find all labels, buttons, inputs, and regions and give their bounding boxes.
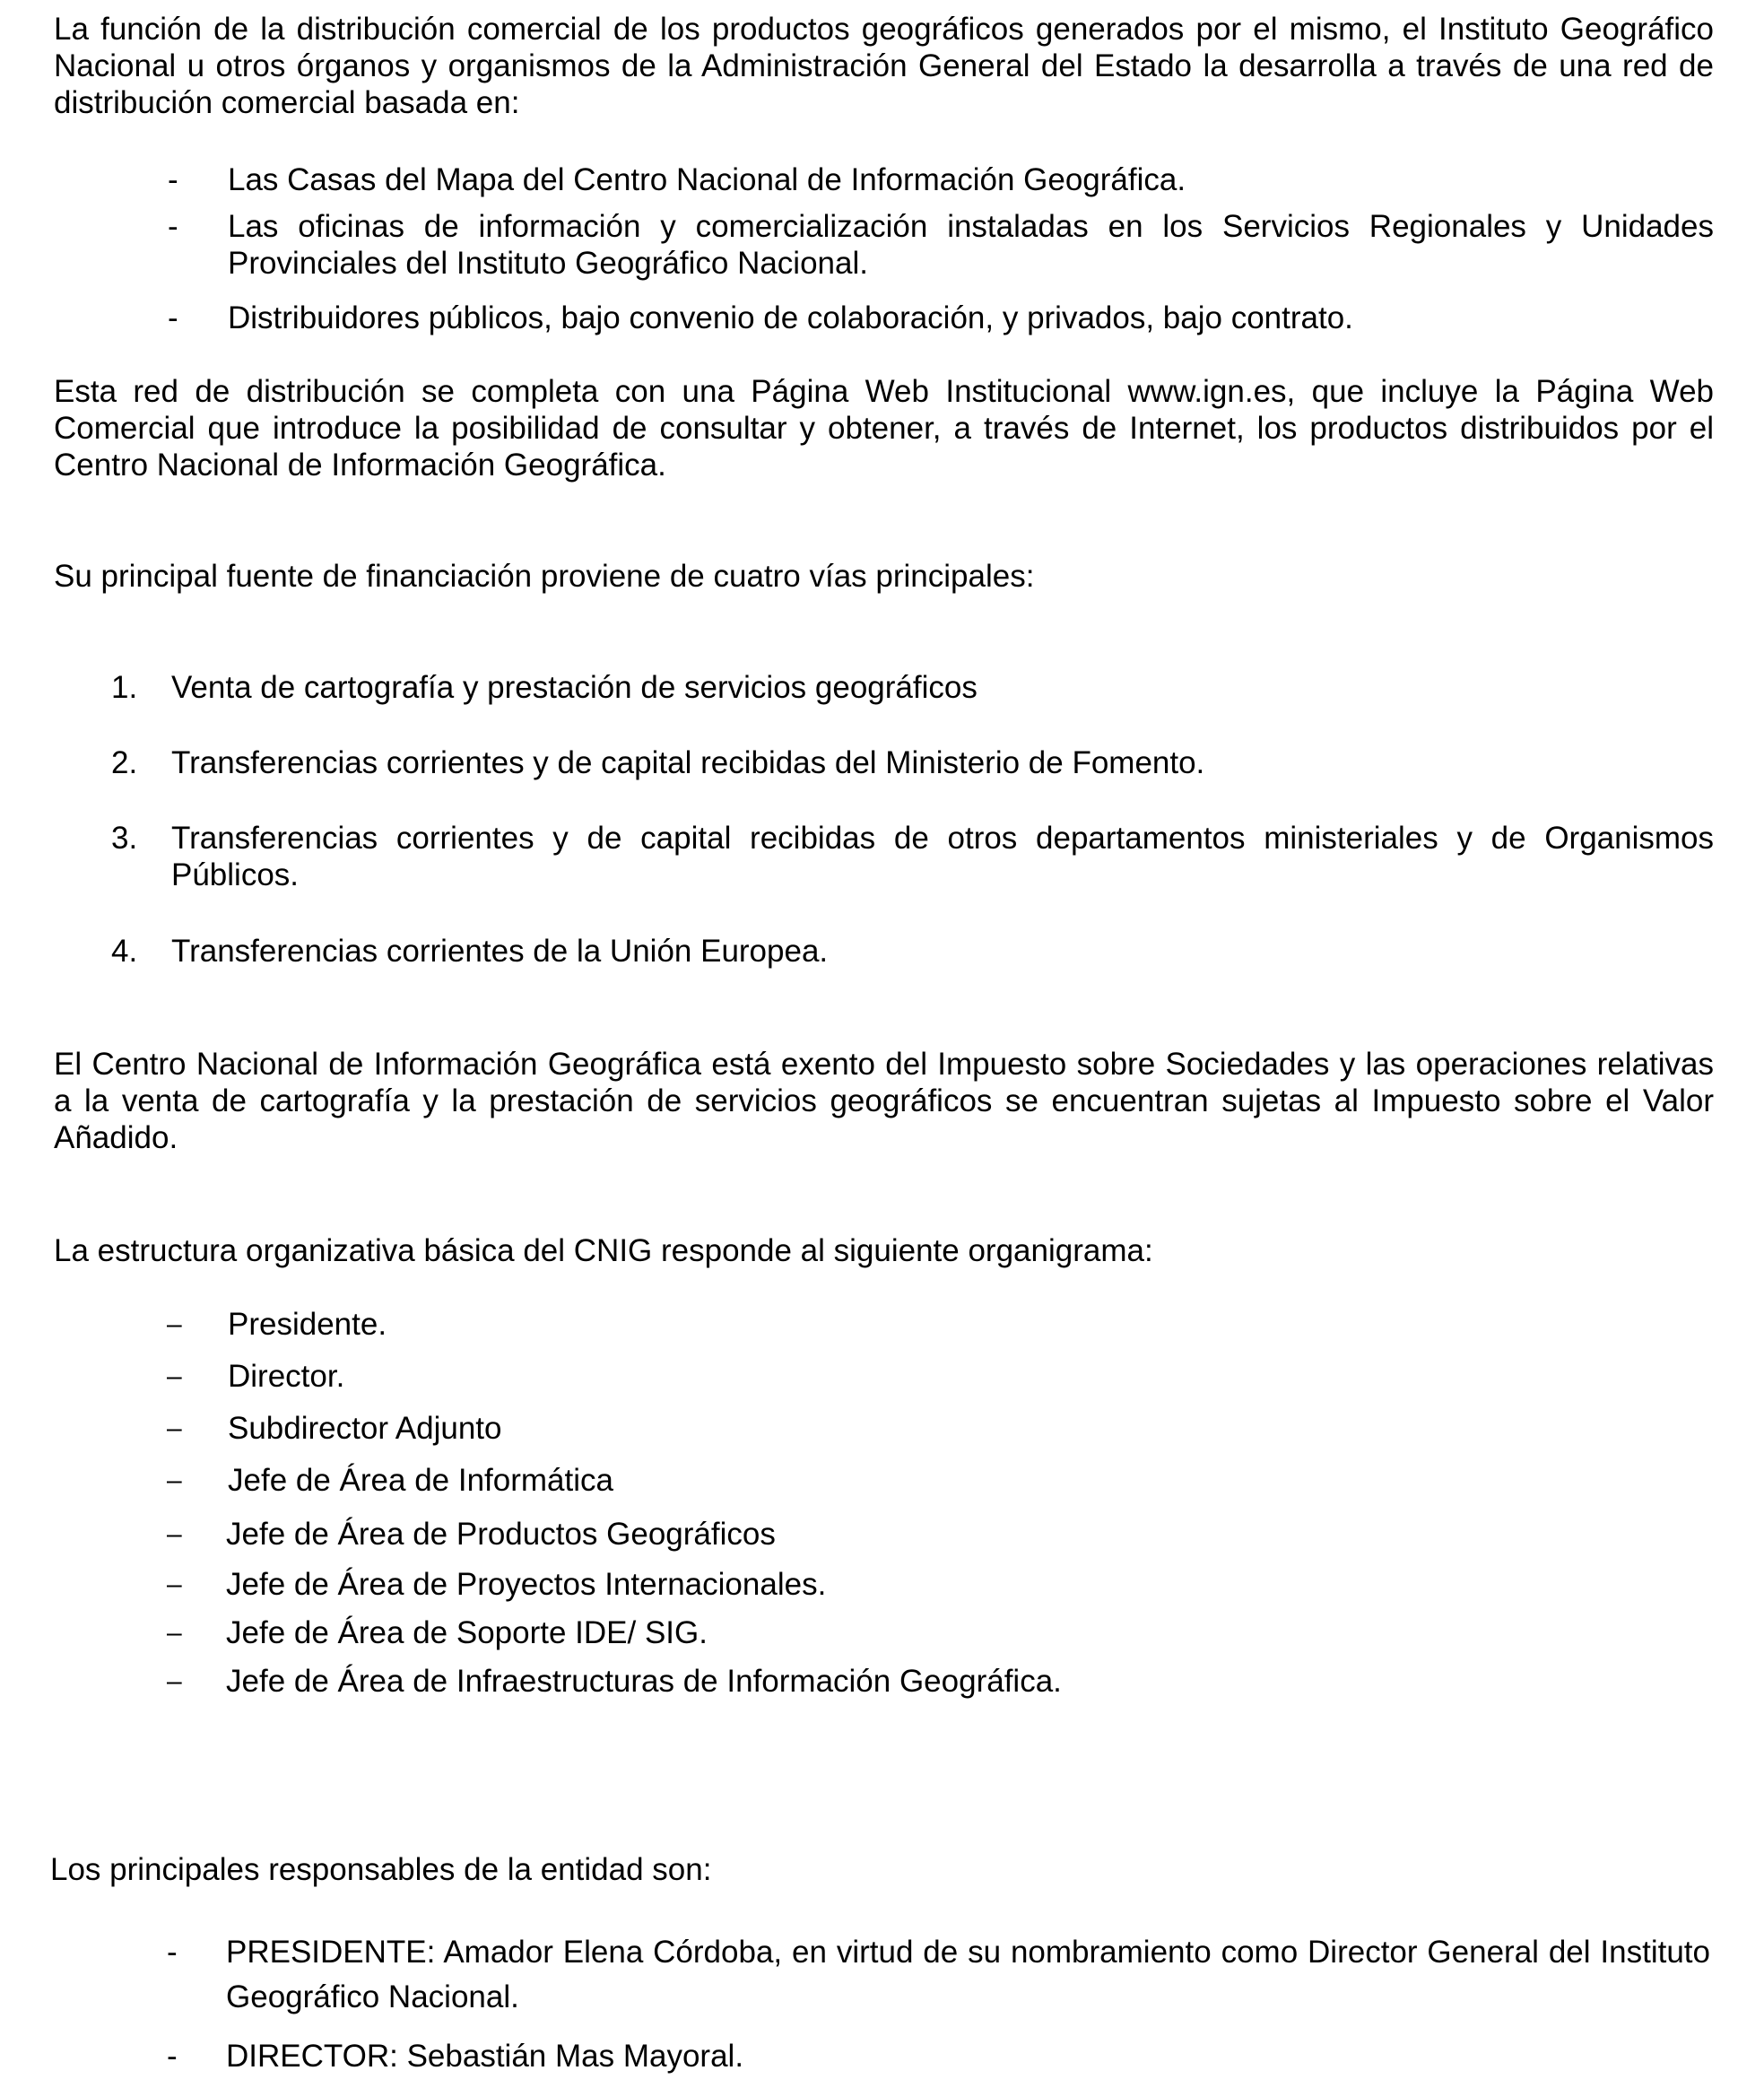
dash-bullet: – xyxy=(167,1519,182,1549)
list-item-text: Transferencias corrientes y de capital recibidas de otros departamentos ministeriales y de Organismos Públicos. xyxy=(171,821,1714,892)
org-chart-item xyxy=(54,1614,1714,1651)
dash-bullet: - xyxy=(168,300,178,335)
list-number: 1. xyxy=(111,670,138,705)
org-chart-item xyxy=(54,1306,1714,1343)
responsible-item-text: DIRECTOR: Sebastián Mas Mayoral. xyxy=(226,2039,744,2074)
dash-bullet: – xyxy=(167,1362,182,1391)
list-item xyxy=(54,744,1714,781)
list-item xyxy=(54,300,1714,336)
org-chart-item-text: Subdirector Adjunto xyxy=(228,1411,502,1446)
org-chart-item-text: Jefe de Área de Productos Geográficos xyxy=(226,1517,776,1552)
distribution-network-list xyxy=(54,161,1714,335)
dash-bullet: – xyxy=(167,1309,182,1339)
dash-bullet: – xyxy=(167,1666,182,1696)
list-item xyxy=(54,820,1714,893)
org-chart-item-text: Jefe de Área de Infraestructuras de Información Geográfica. xyxy=(226,1664,1062,1699)
list-item xyxy=(54,161,1714,198)
dash-bullet: – xyxy=(167,1570,182,1599)
org-chart-item-text: Director. xyxy=(228,1359,345,1394)
financing-intro: Su principal fuente de financiación proviene de cuatro vías principales: xyxy=(54,559,1035,594)
dash-bullet: - xyxy=(167,1935,178,1970)
responsibles-intro: Los principales responsables de la entidad son: xyxy=(50,1852,712,1887)
intro-paragraph: La función de la distribución comercial de los productos geográficos generados por el mismo, el Instituto Geográfico Nacional u otros órganos y organismos de la Administración General del Estado la desarrolla a través de una red de distribución comercial basada en: xyxy=(54,12,1714,120)
responsible-item xyxy=(54,2034,1714,2079)
list-item-text: Transferencias corrientes de la Unión Europea. xyxy=(171,934,829,969)
org-chart-item-text: Presidente. xyxy=(228,1307,387,1342)
responsible-item xyxy=(54,1930,1714,2020)
dash-bullet: – xyxy=(167,1414,182,1443)
list-item-text: Venta de cartografía y prestación de servicios geográficos xyxy=(171,670,978,705)
list-item-text: Las oficinas de información y comercialización instaladas en los Servicios Regionales y Unidades Provinciales del Instituto Geográfico Nacional. xyxy=(228,209,1714,281)
list-number: 3. xyxy=(111,821,138,856)
dash-bullet: – xyxy=(167,1618,182,1648)
org-chart-item xyxy=(54,1410,1714,1447)
web-paragraph: Esta red de distribución se completa con una Página Web Institucional www.ign.es, que incluye la Página Web Comercial que introduce la posibilidad de consultar y obtener, a través de Internet, los productos distribuidos por el Centro Nacional de Información Geográfica. xyxy=(54,374,1714,483)
list-item-text: Las Casas del Mapa del Centro Nacional de Información Geográfica. xyxy=(228,162,1186,197)
dash-bullet: - xyxy=(167,2039,178,2074)
list-number: 2. xyxy=(111,745,138,780)
org-chart-item xyxy=(54,1566,1714,1603)
list-item xyxy=(54,669,1714,706)
responsible-item-text: PRESIDENTE: Amador Elena Córdoba, en virtud de su nombramiento como Director General del Instituto Geográfico Nacional. xyxy=(226,1935,1710,2014)
dash-bullet: - xyxy=(168,162,178,197)
structure-intro: La estructura organizativa básica del CNIG responde al siguiente organigrama: xyxy=(54,1233,1153,1268)
list-item xyxy=(54,933,1714,970)
org-chart-item xyxy=(54,1358,1714,1395)
list-number: 4. xyxy=(111,934,138,969)
dash-bullet: – xyxy=(167,1466,182,1495)
dash-bullet: - xyxy=(168,209,178,244)
list-item-text: Distribuidores públicos, bajo convenio de colaboración, y privados, bajo contrato. xyxy=(228,300,1353,335)
list-item-text: Transferencias corrientes y de capital recibidas del Ministerio de Fomento. xyxy=(171,745,1205,780)
org-chart-item xyxy=(54,1462,1714,1499)
org-chart-item xyxy=(54,1516,1714,1553)
org-chart-item xyxy=(54,1663,1714,1700)
org-chart-item-text: Jefe de Área de Proyectos Internacionales. xyxy=(226,1567,827,1602)
org-chart-item-text: Jefe de Área de Informática xyxy=(228,1463,613,1498)
tax-paragraph: El Centro Nacional de Información Geográfica está exento del Impuesto sobre Sociedades y las operaciones relativas a la venta de cartografía y la prestación de servicios geográficos se encuentran sujetas al Impuesto sobre el Valor Añadido. xyxy=(54,1047,1714,1155)
org-chart-item-text: Jefe de Área de Soporte IDE/ SIG. xyxy=(226,1615,708,1650)
list-item xyxy=(54,208,1714,282)
